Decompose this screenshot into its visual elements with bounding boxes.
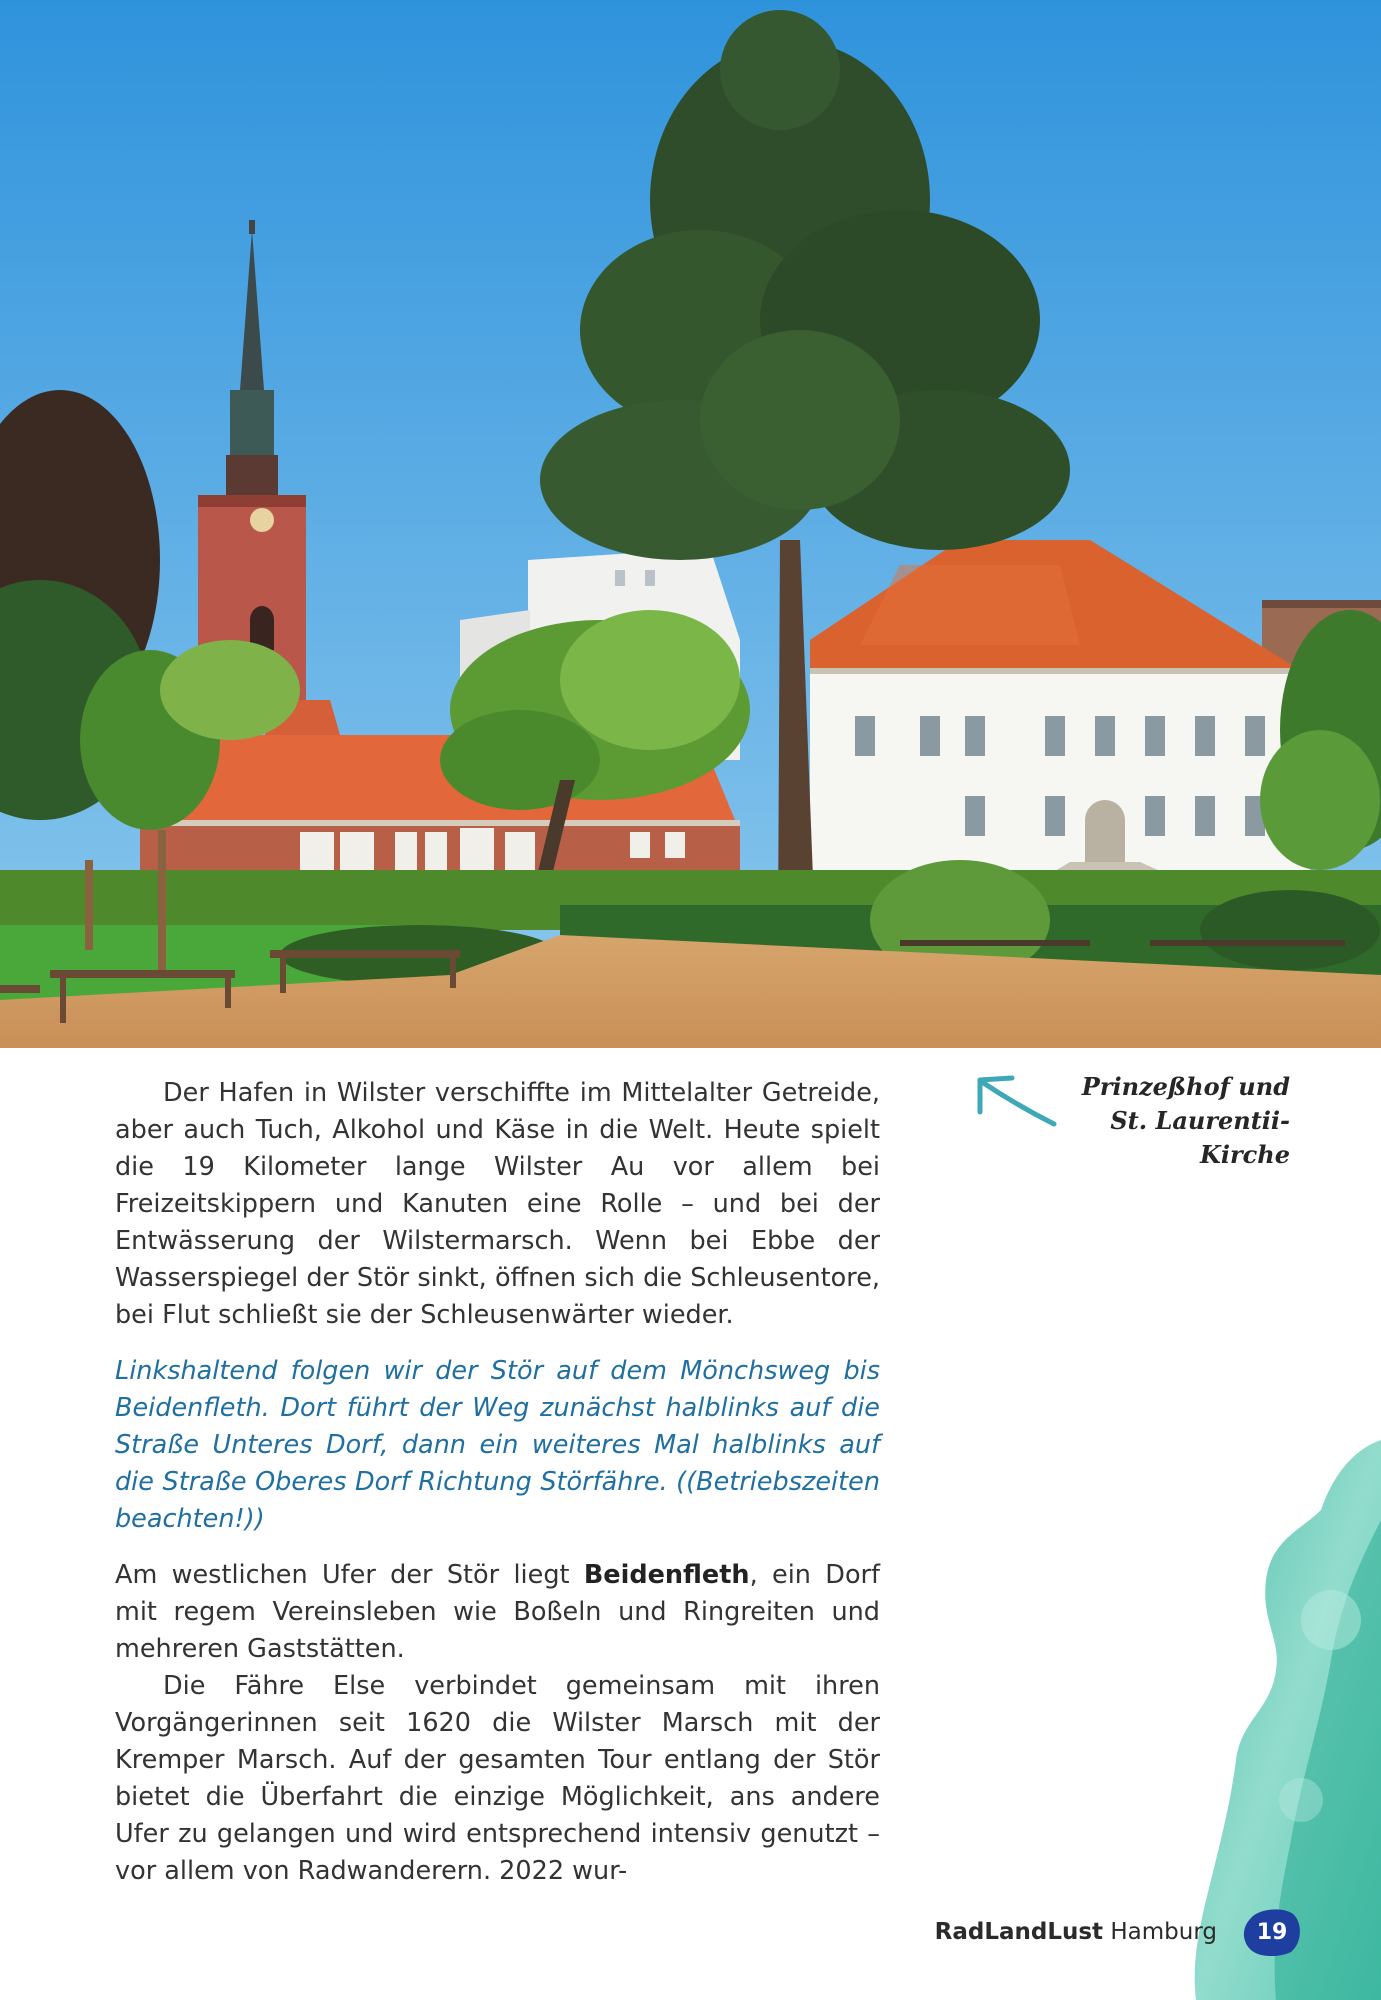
route-directions: Linkshaltend folgen wir der Stör auf dem Mönchsweg bis Beidenfleth. Dort führt der Weg zunächst halblinks auf die Straße Unteres Dorf, dann ein weiteres Mal halblinks auf die Straße Oberes Dorf Richtung Störfähre. ((Betriebszeiten beachten!)) <box>115 1356 880 1534</box>
page-number-badge <box>1243 1908 1301 1956</box>
page-footer <box>935 1910 1301 1954</box>
arrow-up-left-icon <box>970 1068 1060 1138</box>
brand-name-bold: RadLandLust <box>934 1919 1104 1945</box>
brand-name <box>935 1919 1217 1945</box>
caption-line-2: St. Laurentii-Kirche <box>1110 1106 1290 1169</box>
paragraph-ferry-else: Die Fähre Else verbindet gemeinsam mit ihren Vorgängerinnen seit 1620 die Wilster Marsch mit der Kremper Marsch. Auf der gesamten Tour entlang der Stör bietet die Überfahrt die einzige Möglichkeit, ans andere Ufer zu gelangen und wird entsprechend intensiv genutzt – vor allem von Radwanderern. 2022 wur- <box>115 1671 880 1886</box>
caption-text <box>1050 1070 1290 1172</box>
place-name-beidenfleth: Beidenfleth <box>583 1560 750 1590</box>
paragraph-beidenfleth <box>115 1557 880 1668</box>
caption-line-1: Prinzeßhof und <box>1081 1072 1290 1101</box>
paragraph-harbor-wilster: Der Hafen in Wilster verschiffte im Mittelalter Getreide, aber auch Tuch, Alkohol und Käse in die Welt. Heute spielt die 19 Kilometer lange Wilster Au vor allem bei Freizeitskippern und Kanuten eine Rolle – und bei der Entwässerung der Wilstermarsch. Wenn bei Ebbe der Wasserspiegel der Stör sinkt, öffnen sich die Schleusentore, bei Flut schließt sie der Schleusenwärter wieder. <box>115 1078 880 1330</box>
article-body <box>115 1075 880 1890</box>
paragraph-beidenfleth-end: , ein Dorf mit regem Vereinsleben wie Boßeln und Ringreiten und mehreren Gaststätten. <box>115 1560 881 1664</box>
paragraph-beidenfleth-start: Am westlichen Ufer der Stör liegt <box>115 1560 584 1590</box>
photo-caption <box>970 1068 1290 1169</box>
brand-name-region: Hamburg <box>1103 1919 1217 1945</box>
page-number: 19 <box>1256 1919 1288 1945</box>
